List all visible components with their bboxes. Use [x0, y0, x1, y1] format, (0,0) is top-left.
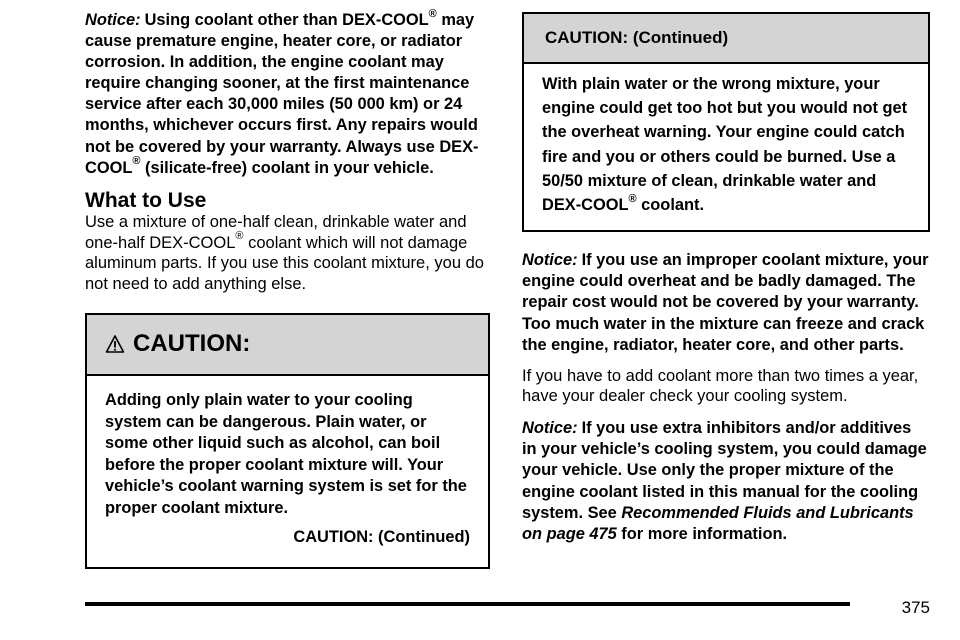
caution-continued: CAUTION: (Continued): [293, 527, 470, 546]
caution-box: [85, 313, 490, 569]
notice-text: If you use an improper coolant mixture, your engine could overheat and be badly damaged. The repair cost would not be covered by your warranty. Too much water in the mixture can freeze and crack the engine, radiator, heater core, and other parts.: [522, 251, 929, 354]
caution-text: With plain water or the wrong mixture, your engine could get too hot but you would not get the overheat warning. Your engine could catch fire and you or others could be burned. Use a 50/50 mixture of clean, drinkable water and DEX-COOL: [542, 75, 908, 215]
notice-additives: [522, 418, 930, 545]
notice-silicate: [85, 7, 490, 179]
notice-text: If you use extra inhibitors and/or additives in your vehicle’s cooling system, you could damage your vehicle. Use only the proper mixture of the engine coolant listed in this manual for the cooling system. See: [522, 419, 927, 522]
cross-reference-link[interactable]: Recommended Fluids and Lubricants on page 475: [522, 503, 914, 543]
registered-mark: ®: [428, 7, 437, 20]
registered-mark: ®: [132, 155, 141, 168]
footer-rule: [85, 602, 850, 606]
caution-text: Adding only plain water to your cooling system can be dangerous. Plain water, or some other liquid such as alcohol, can boil before the proper coolant mixture will. Your vehicle’s coolant warning system is set for the proper coolant mixture.: [105, 390, 467, 517]
notice-text: for more information.: [616, 524, 788, 543]
paragraph-text: Use a mixture of one-half clean, drinkable water and one-half DEX-COOL: [85, 212, 467, 252]
caution-title: CAUTION:: [133, 330, 251, 358]
caution-continued-header: CAUTION: (Continued): [524, 14, 928, 64]
what-to-use-paragraph: [85, 212, 490, 295]
caution-text: coolant.: [636, 196, 705, 215]
notice-mixture: [522, 250, 930, 355]
paragraph-text: coolant which will not damage aluminum parts. If you use this coolant mixture, you do not need to add anything else.: [85, 233, 484, 294]
warning-triangle-icon: [105, 334, 125, 354]
registered-mark: ®: [628, 192, 637, 205]
caution-continued-box: [522, 12, 930, 232]
notice-label: Notice:: [522, 419, 578, 438]
section-heading: What to Use: [85, 188, 207, 212]
notice-label: Notice:: [85, 11, 141, 29]
notice-text: Using coolant other than DEX-COOL: [144, 11, 429, 29]
page-number: 375: [901, 598, 930, 617]
left-column: [85, 7, 490, 569]
notice-text: may cause premature engine, heater core, or radiator corrosion. In addition, the engine coolant may require changing sooner, at the first maintenance service after each 30,000 miles (50 000 km) or 24 months, whichever occurs first. Any repairs would not be covered by your warranty. Always use DEX-COOL: [85, 11, 479, 177]
caution-continued-body: [524, 64, 928, 230]
right-column: [522, 12, 930, 545]
caution-body: [87, 376, 488, 567]
add-coolant-paragraph: If you have to add coolant more than two times a year, have your dealer check your cooling system.: [522, 366, 919, 406]
notice-text: (silicate-free) coolant in your vehicle.: [140, 158, 434, 177]
caution-header: [87, 315, 488, 376]
notice-label: Notice:: [522, 251, 578, 270]
registered-mark: ®: [235, 230, 244, 243]
